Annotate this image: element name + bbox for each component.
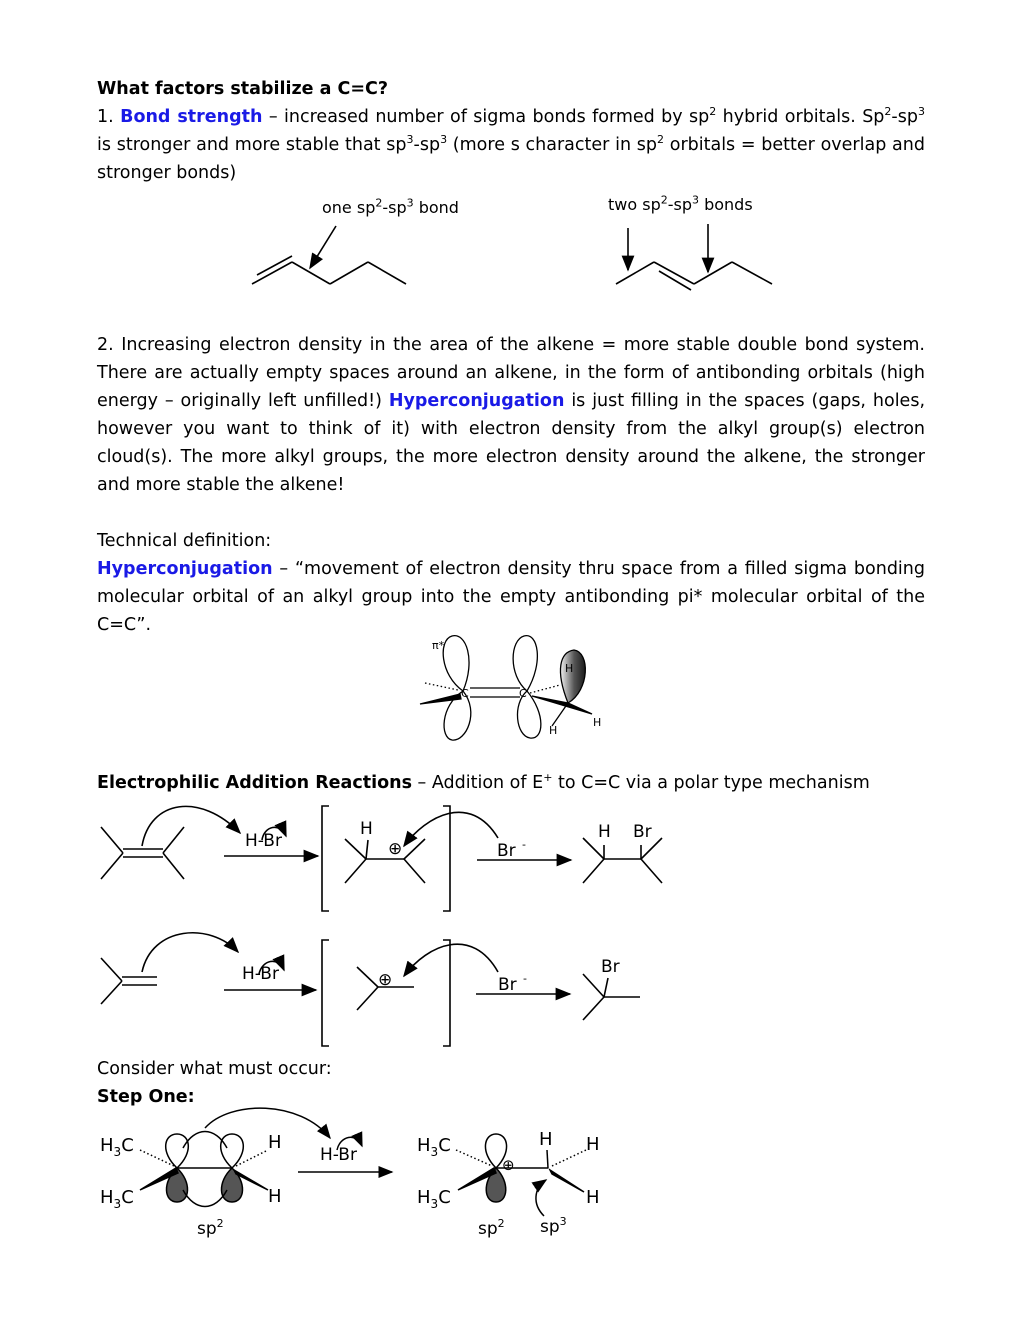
step1-sp3-label: $sp^3$ xyxy=(540,1215,567,1237)
orbital-carbon-1: C xyxy=(461,687,469,700)
rxn1-reagent: H-Br xyxy=(245,831,282,851)
reaction-1-scheme xyxy=(101,806,662,911)
step1-prod-h3c-top: $H_3C$ xyxy=(417,1135,451,1159)
rxn2-bromide: Br xyxy=(498,975,517,995)
step1-carbocation: ⊕ xyxy=(502,1156,515,1174)
step-one-heading: Step One: xyxy=(97,1087,195,1107)
rxn1-product-h: H xyxy=(598,822,611,842)
orbital-carbon-2: C xyxy=(519,687,527,700)
rxn2-carbocation: ⊕ xyxy=(378,970,393,990)
svg-text:-: - xyxy=(522,838,526,851)
step-one-scheme xyxy=(140,1108,586,1216)
two-sp2-sp3-bonds-structure xyxy=(616,224,772,290)
section-heading: What factors stabilize a C=C? xyxy=(97,79,389,99)
electrophilic-addition-heading: Electrophilic Addition Reactions – Addition of E+ to C=C via a polar type mechanism xyxy=(97,771,870,793)
hyperconjugation-orbital-diagram xyxy=(420,636,592,740)
step1-h-bottom: H xyxy=(268,1186,282,1207)
step1-h3c-bottom: $H_3C$ xyxy=(100,1187,134,1211)
one-sp2-sp3-bond-structure xyxy=(252,226,406,284)
step1-prod-h-bottom: H xyxy=(586,1187,600,1208)
pi-star-label: π* xyxy=(432,639,445,652)
item-number: 1. xyxy=(97,107,114,127)
step1-h-top: H xyxy=(268,1132,282,1153)
step1-prod-h-right: H xyxy=(586,1134,600,1155)
orbital-hydrogen-2: H xyxy=(593,716,602,729)
rxn1-bromide: Br xyxy=(497,841,516,861)
one-bond-label: one $sp^2-sp^3$ bond xyxy=(322,196,459,217)
reaction-2-scheme xyxy=(101,933,640,1046)
svg-text:-: - xyxy=(523,972,527,985)
step1-prod-h3c-bottom: $H_3C$ xyxy=(417,1187,451,1211)
step1-sp2-left: $sp^2$ xyxy=(197,1217,224,1239)
hyperconjugation-term: Hyperconjugation xyxy=(388,391,565,411)
rxn1-product-br: Br xyxy=(633,822,652,842)
rxn2-reagent: H-Br xyxy=(242,964,279,984)
step1-reagent: H-Br xyxy=(320,1145,357,1165)
step1-prod-h-top: H xyxy=(539,1129,553,1150)
step1-sp2-right: $sp^2$ xyxy=(478,1217,505,1239)
bond-strength-paragraph: 1. Bond strength – increased number of sigma bonds formed by $sp^2$ hybrid orbitals. $Sp^2-sp^3$ is stronger and more stable that $sp^3-sp^3$ (more s character in $sp^2$ orbitals = better overlap and stronger bonds) xyxy=(97,105,925,183)
technical-definition-label: Technical definition: xyxy=(97,531,272,551)
two-bonds-label: two $sp^2-sp^3$ bonds xyxy=(608,193,753,214)
step1-h3c-top: $H_3C$ xyxy=(100,1135,134,1159)
consider-text: Consider what must occur: xyxy=(97,1059,332,1079)
orbital-hydrogen-3: H xyxy=(549,724,558,737)
rxn1-carbocation: ⊕ xyxy=(388,839,403,859)
bond-strength-term: Bond strength xyxy=(120,107,263,127)
rxn2-product-br: Br xyxy=(601,957,620,977)
technical-definition-text: Hyperconjugation – “movement of electron density thru space from a filled sigma bonding molecular orbital of an alkyl group into the empty antibonding pi* molecular orbital of the C=C”. xyxy=(97,559,925,635)
orbital-hydrogen-1: H xyxy=(565,662,574,675)
rxn1-intermediate-h: H xyxy=(360,819,373,839)
hyperconjugation-paragraph: 2. Increasing electron density in the area of the alkene = more stable double bond system. There are actually empty spaces around an alkene, in the form of antibonding orbitals (high energy – originally left unfilled!) Hyperconjugation is just filling in the spaces (gaps, holes, however you want to think of it) with electron density from the alkyl group(s) electron cloud(s). The more alkyl groups, the more electron density around the alkene, the stronger and more stable the alkene! xyxy=(97,335,926,495)
hyperconjugation-definition-term: Hyperconjugation xyxy=(97,559,273,579)
